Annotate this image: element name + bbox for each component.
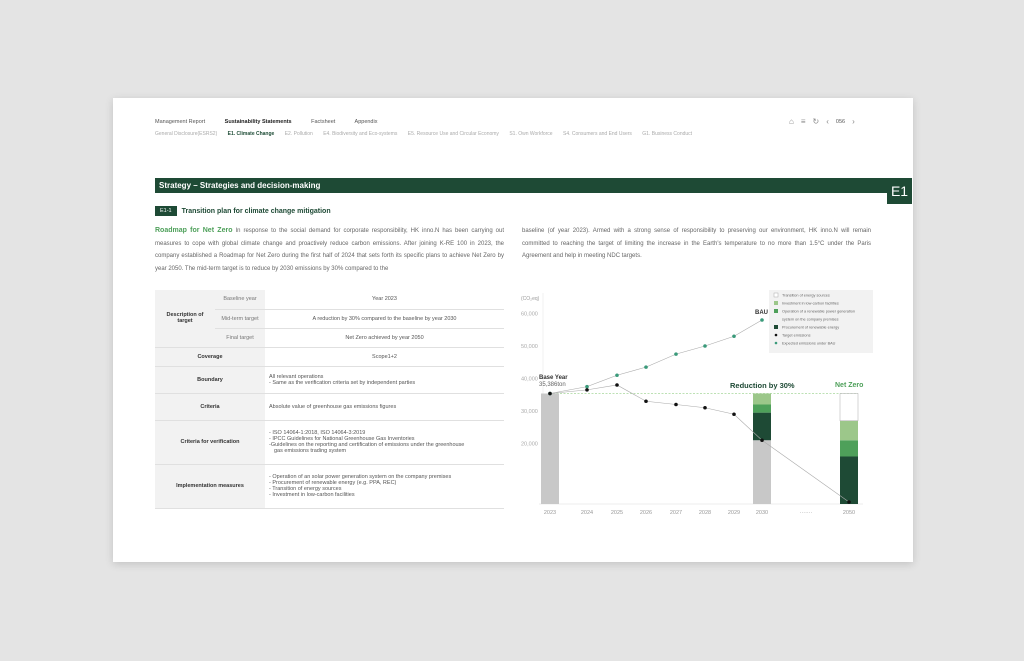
row-value: Year 2023 bbox=[265, 290, 504, 309]
nav-resource-use[interactable]: E5. Resource Use and Circular Economy bbox=[407, 131, 499, 137]
x-tick-label: 2023 bbox=[543, 510, 557, 516]
report-page bbox=[113, 98, 913, 562]
section-title: Strategy – Strategies and decision-making bbox=[155, 178, 897, 193]
nav-consumers[interactable]: S4. Consumers and End Users bbox=[562, 131, 632, 137]
line: - ISO 14064-1:2018, ISO 14064-3:2019 bbox=[269, 430, 366, 436]
reduction-label: Reduction by 30% bbox=[730, 381, 795, 390]
nav-biodiversity[interactable]: E4. Biodiversity and Eco-systems bbox=[323, 131, 398, 137]
series-line bbox=[550, 385, 849, 502]
legend-label: Expected emissions under BAU bbox=[782, 341, 836, 346]
implementation-label: Implementation measures bbox=[155, 464, 265, 508]
target-table bbox=[155, 290, 504, 509]
line: - Procurement of renewable energy (e.g. PPA, REC) bbox=[269, 480, 397, 486]
line: - Same as the verification criteria set by independent parties bbox=[269, 379, 416, 386]
x-tick-label: 2029 bbox=[727, 510, 741, 516]
bar-segment bbox=[840, 393, 858, 420]
subsection-title: Transition plan for climate change mitigation bbox=[181, 207, 331, 215]
row-value: Net Zero achieved by year 2050 bbox=[265, 328, 504, 347]
nav-own-workforce[interactable]: S1. Own Workforce bbox=[509, 131, 553, 137]
series-point bbox=[732, 412, 736, 416]
next-page-icon[interactable]: › bbox=[852, 117, 855, 126]
legend-marker bbox=[775, 342, 778, 345]
nav-appendix[interactable]: Appendix bbox=[354, 119, 378, 125]
paragraph-highlight: Roadmap for Net Zero bbox=[155, 227, 233, 234]
desc-header: Description of target bbox=[155, 290, 215, 347]
series-point bbox=[703, 344, 707, 348]
series-point bbox=[732, 334, 736, 338]
y-tick-label: 40,000 bbox=[521, 376, 538, 383]
series-point bbox=[674, 352, 678, 356]
y-tick-label: 30,000 bbox=[521, 409, 538, 415]
base-year-value: 35,386ton bbox=[539, 382, 566, 388]
y-tick-label: 60,000 bbox=[521, 311, 538, 318]
criteria-label: Criteria bbox=[155, 393, 265, 420]
x-tick-label: 2024 bbox=[580, 510, 594, 516]
series-point bbox=[703, 406, 707, 410]
line: - Transition of energy sources bbox=[269, 486, 342, 492]
menu-icon[interactable]: ≡ bbox=[800, 117, 806, 126]
verification-value bbox=[265, 420, 504, 464]
x-tick-label: 2027 bbox=[669, 510, 683, 516]
bar-segment bbox=[753, 393, 771, 404]
bar-segment bbox=[753, 405, 771, 413]
nav-management-report[interactable]: Management Report bbox=[155, 119, 206, 125]
line: gas emissions trading system bbox=[274, 448, 347, 454]
x-tick-label: 2025 bbox=[610, 510, 624, 516]
row-label: Mid-term target bbox=[215, 309, 265, 328]
legend-label: system on the company premises bbox=[782, 317, 839, 322]
nav-sustainability-statements[interactable]: Sustainability Statements bbox=[224, 119, 292, 125]
legend-swatch bbox=[774, 309, 778, 313]
coverage-value: Scope1+2 bbox=[265, 347, 504, 366]
y-tick-label: 20,000 bbox=[521, 441, 538, 448]
x-tick-label: 2050 bbox=[842, 510, 856, 516]
boundary-value bbox=[265, 366, 504, 393]
paragraph-right: baseline (of year 2023). Armed with a strong sense of responsibility to preserving our environment, HK inno.N will remain committed to reaching the target of limiting the increase in the Earth's temperature to no more than 1.5°C under the Paris Agreement and help in meeting NDC targets. bbox=[522, 228, 871, 259]
verification-label: Criteria for verification bbox=[155, 420, 265, 464]
section-tab-e1[interactable]: E1 bbox=[887, 178, 912, 204]
series-point bbox=[585, 388, 589, 392]
secondary-nav bbox=[155, 131, 701, 137]
bar-segment bbox=[840, 457, 858, 505]
bar-segment bbox=[840, 440, 858, 456]
boundary-label: Boundary bbox=[155, 366, 265, 393]
series-point bbox=[615, 373, 619, 377]
legend-marker bbox=[775, 334, 778, 337]
refresh-icon[interactable]: ↻ bbox=[812, 117, 820, 126]
line: - Operation of an solar power generation system on the company premises bbox=[269, 474, 452, 480]
emissions-chart bbox=[513, 288, 893, 518]
line: All relevant operations bbox=[269, 373, 324, 380]
bar-segment bbox=[753, 440, 771, 504]
subsection-header bbox=[155, 206, 331, 216]
row-label: Baseline year bbox=[215, 290, 265, 309]
legend-label: Transition of energy sources bbox=[782, 293, 830, 298]
net-zero-label: Net Zero bbox=[835, 382, 864, 389]
subsection-badge: E1-1 bbox=[155, 206, 177, 216]
paragraph-left bbox=[155, 225, 504, 275]
legend-swatch bbox=[774, 325, 778, 329]
legend-swatch bbox=[774, 301, 778, 305]
bar-segment bbox=[840, 421, 858, 441]
primary-nav bbox=[155, 119, 395, 125]
nav-general-disclosure[interactable]: General Disclosure(ESRS2) bbox=[155, 131, 218, 137]
coverage-label: Coverage bbox=[155, 347, 265, 366]
nav-business-conduct[interactable]: G1. Business Conduct bbox=[642, 131, 693, 137]
series-point bbox=[615, 383, 619, 387]
criteria-value: Absolute value of greenhouse gas emissions figures bbox=[265, 393, 504, 420]
nav-pollution[interactable]: E2. Pollution bbox=[284, 131, 313, 137]
line: - IPCC Guidelines for National Greenhouse Gas Inventories bbox=[269, 436, 415, 442]
row-label: Final target bbox=[215, 328, 265, 347]
bar-segment bbox=[541, 393, 559, 504]
prev-page-icon[interactable]: ‹ bbox=[826, 117, 829, 126]
nav-climate-change[interactable]: E1. Climate Change bbox=[227, 131, 275, 137]
page-toolbar bbox=[789, 117, 855, 126]
x-tick-label: ······· bbox=[799, 510, 813, 516]
bau-label: BAU bbox=[755, 310, 768, 316]
legend-label: Operation of a renewable power generation bbox=[782, 309, 856, 314]
bar-segment bbox=[753, 413, 771, 441]
y-tick-label: 50,000 bbox=[521, 344, 538, 350]
series-point bbox=[548, 392, 552, 396]
line: - Investment in low-carbon facilities bbox=[269, 492, 355, 498]
legend-label: Target emissions bbox=[782, 333, 811, 338]
paragraph-left-text: In response to the social demand for corporate responsibility, HK inno.N has been carrying out measures to cope with global climate change and proactively reduce carbon emissions. After joining K-RE 100 in 2023, the company established a Roadmap for Net Zero during the first half of 2024 that sets forth its specific plans to achieve Net Zero by year 2050. The mid-term target is to reduce by 2030 emissions by 30% compared to the bbox=[155, 228, 504, 272]
series-point bbox=[585, 385, 589, 389]
x-tick-label: 2026 bbox=[639, 510, 653, 516]
legend-label: Procurement of renewable energy bbox=[782, 325, 840, 330]
legend-swatch bbox=[774, 293, 778, 297]
legend-label: Investment in low-carbon facilities bbox=[782, 301, 839, 306]
nav-factsheet[interactable]: Factsheet bbox=[311, 119, 336, 125]
series-point bbox=[760, 318, 764, 322]
unit-label: (CO₂eq) bbox=[521, 296, 540, 302]
series-point bbox=[760, 438, 764, 442]
page-number: 056 bbox=[835, 118, 846, 125]
implementation-value bbox=[265, 464, 504, 508]
base-year-label: Base Year bbox=[539, 375, 568, 381]
series-point bbox=[644, 365, 648, 369]
series-point bbox=[644, 399, 648, 403]
series-point bbox=[847, 500, 851, 504]
home-icon[interactable]: ⌂ bbox=[789, 117, 794, 126]
x-tick-label: 2028 bbox=[698, 510, 712, 516]
x-tick-label: 2030 bbox=[755, 510, 769, 516]
row-value: A reduction by 30% compared to the baseline by year 2030 bbox=[265, 309, 504, 328]
line: -Guidelines on the reporting and certification of emissions under the greenhouse bbox=[269, 442, 465, 448]
series-point bbox=[674, 403, 678, 407]
